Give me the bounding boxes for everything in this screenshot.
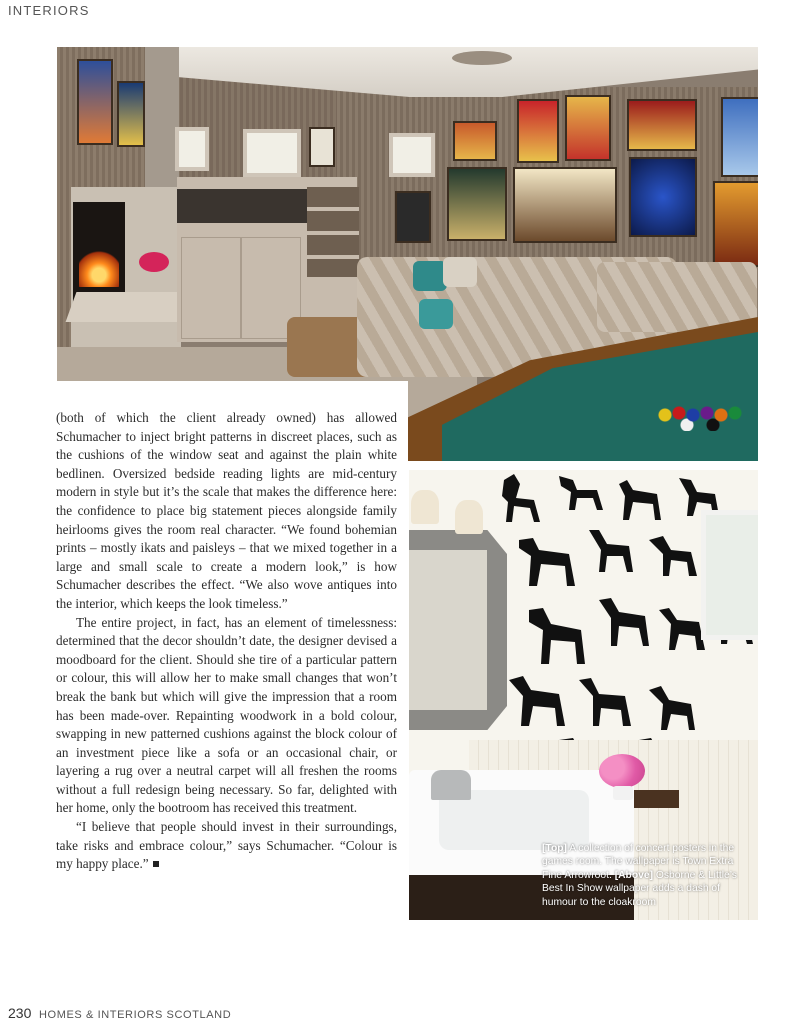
mirror-glass bbox=[409, 550, 487, 710]
window bbox=[243, 129, 301, 177]
bookshelf bbox=[307, 187, 359, 277]
concert-poster bbox=[77, 59, 113, 145]
concert-poster bbox=[565, 95, 611, 161]
window bbox=[389, 133, 435, 177]
peonies bbox=[599, 754, 645, 788]
page-number: 230 bbox=[8, 1005, 32, 1021]
paragraph-final bbox=[56, 818, 397, 874]
window bbox=[175, 127, 209, 171]
paragraph: (both of which the client already owned) has allowed Schumacher to inject bright patterns in discreet places, such as the cushions of the window seat and against the plain white bedlinen. Oversized bedside reading lights are mid-century modern in style but it’s the scale that makes the difference here: the confidence to place big statement pieces alongside family heirlooms gives the room real character. “We found bohemian prints – mostly ikats and paisleys – that we mixed together in a large and small scale to create a modern look,” is how Schumacher describes the effect. “We also wove antiques into the interior, which keeps the look timeless.” bbox=[56, 410, 397, 611]
cabinet-door bbox=[181, 237, 241, 339]
vase bbox=[613, 786, 633, 800]
ceiling-fan bbox=[452, 51, 512, 65]
pool-balls bbox=[657, 397, 747, 431]
caption-tag-top: [Top] bbox=[542, 843, 567, 854]
concert-poster bbox=[721, 97, 758, 177]
paragraph-text: “I believe that people should invest in their surroundings, take risks and embrace colour,” says Schumacher. “Colour is my happy place.” bbox=[56, 819, 397, 872]
concert-poster bbox=[117, 81, 145, 147]
sofa-section bbox=[597, 262, 757, 332]
concert-poster bbox=[517, 99, 559, 163]
concert-poster bbox=[627, 99, 697, 151]
cushion bbox=[419, 299, 453, 329]
flower-vase bbox=[139, 252, 169, 272]
cushion bbox=[443, 257, 477, 287]
fire-flame bbox=[79, 247, 119, 287]
publication-name: HOMES & INTERIORS SCOTLAND bbox=[39, 1009, 232, 1021]
section-label: INTERIORS bbox=[8, 3, 90, 18]
concert-poster bbox=[513, 167, 617, 243]
concert-poster bbox=[447, 167, 507, 241]
concert-poster bbox=[629, 157, 697, 237]
concert-poster bbox=[453, 121, 497, 161]
concert-poster bbox=[395, 191, 431, 243]
caption-text-top: A collection of concert posters in the games room. The wallpaper is Town Extra Fine Arrowroot. bbox=[542, 843, 735, 881]
cushion bbox=[413, 261, 447, 291]
window bbox=[701, 510, 758, 640]
page-footer bbox=[8, 1005, 231, 1021]
tap bbox=[431, 770, 471, 800]
caption-text-above: Osborne & Little’s Best In Show wallpaper adds a dash of humour to the cloakroom bbox=[542, 869, 737, 908]
wall-lamp bbox=[455, 500, 483, 534]
article-body bbox=[56, 409, 397, 874]
caption-tag-above: [Above] bbox=[614, 869, 654, 881]
photo-caption bbox=[542, 842, 752, 909]
paragraph: The entire project, in fact, has an element of timelessness: determined that the decor shouldn’t date, the designer devised a moodboard for the client. Should she tire of a particular pattern or colour, this will allow her to make small changes that won’t break the bank but which will give the impression that a room has been made-over. Repainting woodwork in a bold colour, swapping in new patterned cushions against the block colour of an investment piece like a sofa or an occasional chair, or layering a rug over a neutral carpet will all freshen the rooms without a full redesign being necessary. So far, delighted with her home, only the bootroom has received this treatment. bbox=[56, 614, 397, 816]
concert-poster bbox=[309, 127, 335, 167]
end-mark bbox=[153, 861, 159, 867]
concert-poster bbox=[713, 181, 758, 267]
wall-lamp bbox=[411, 490, 439, 524]
